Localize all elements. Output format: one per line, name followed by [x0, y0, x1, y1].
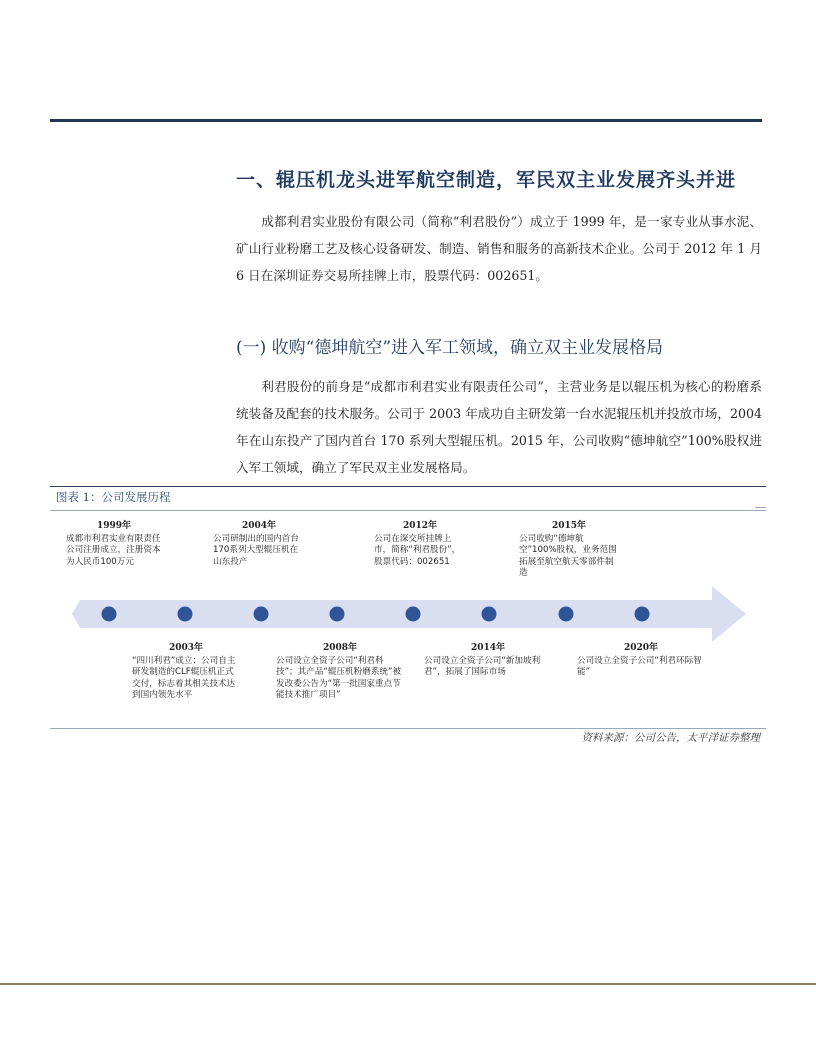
timeline-event-2020: [577, 643, 705, 679]
figure-title: 图表 1：公司发展历程: [56, 490, 171, 504]
timeline-event-2015: [519, 521, 619, 580]
timeline-dot-2020: [635, 607, 650, 622]
timeline-event-1999: [66, 521, 162, 568]
event-year: 2020年: [623, 643, 659, 653]
event-text: 公司收购“德坤航空”100%股权，业务范围拓展至航空航天零部件制造: [519, 533, 617, 578]
event-text: “四川利君”成立；公司自主研发制造的CLF辊压机正式交付，标志着其相关技术达到国内领先水平: [132, 655, 236, 700]
event-text: 成都市利君实业有限责任公司注册成立，注册资本为人民币100万元: [66, 533, 161, 567]
timeline-dot-2012: [406, 607, 421, 622]
event-text: 公司研制出的国内首台170系列大型辊压机在山东投产: [213, 533, 299, 567]
event-year: 2003年: [168, 643, 204, 653]
section-heading-2: (一) 收购“德坤航空”进入军工领域，确立双主业发展格局: [236, 338, 664, 358]
paragraph-intro: 成都利君实业股份有限公司（简称“利君股份”）成立于 1999 年，是一家专业从事水泥、矿山行业粉磨工艺及核心设备研发、制造、销售和服务的高新技术企业。公司于 2012 年 1 月 6 日在深圳证券交易所挂牌上市，股票代码：002651。: [236, 214, 762, 283]
event-text: 公司设立全资子公司“利君环际智能”: [577, 655, 702, 677]
event-year: 2008年: [322, 643, 358, 653]
footer-rule: [0, 983, 816, 985]
timeline-dot-2003: [178, 607, 193, 622]
timeline-event-2008: [276, 643, 404, 702]
timeline-dot-2015: [559, 607, 574, 622]
timeline-dot-1999: [102, 607, 117, 622]
event-year: 2015年: [551, 521, 587, 531]
event-text: 公司在深交所挂牌上市，简称“利君股份”，股票代码：002651: [374, 533, 461, 567]
figure-source: 资料来源：公司公告，太平洋证券整理: [581, 732, 760, 744]
figure-bottom-rule: [50, 728, 766, 729]
event-text: 公司设立全资子公司“利君科技”；其产品“辊压机粉磨系统”被发改委公告为“第一批国家重点节能技术推广项目”: [276, 655, 402, 700]
paragraph-history: 利君股份的前身是“成都市利君实业有限责任公司”，主营业务是以辊压机为核心的粉磨系统装备及配套的技术服务。公司于 2003 年成功自主研发第一台水泥辊压机并投放市场，2004 年在山东投产了国内首台 170 系列大型辊压机。2015 年，公司收购“德坤航空”100%股权进入军工领域，确立了军民双主业发展格局。: [236, 379, 762, 475]
timeline-dot-2004: [254, 607, 269, 622]
timeline-event-2014: [424, 643, 552, 679]
timeline-dot-2014: [482, 607, 497, 622]
section-heading-1: 一、辊压机龙头进军航空制造，军民双主业发展齐头并进: [236, 169, 737, 191]
event-year: 2014年: [470, 643, 506, 653]
timeline-event-2004: [213, 521, 305, 568]
event-year: 2004年: [241, 521, 277, 531]
timeline-event-2003: [132, 643, 240, 702]
event-year: 2012年: [402, 521, 438, 531]
timeline-dot-2008: [330, 607, 345, 622]
event-text: 公司设立全资子公司“新加坡利君”，拓展了国际市场: [424, 655, 541, 677]
timeline-event-2012: [374, 521, 466, 568]
event-year: 1999年: [96, 521, 132, 531]
